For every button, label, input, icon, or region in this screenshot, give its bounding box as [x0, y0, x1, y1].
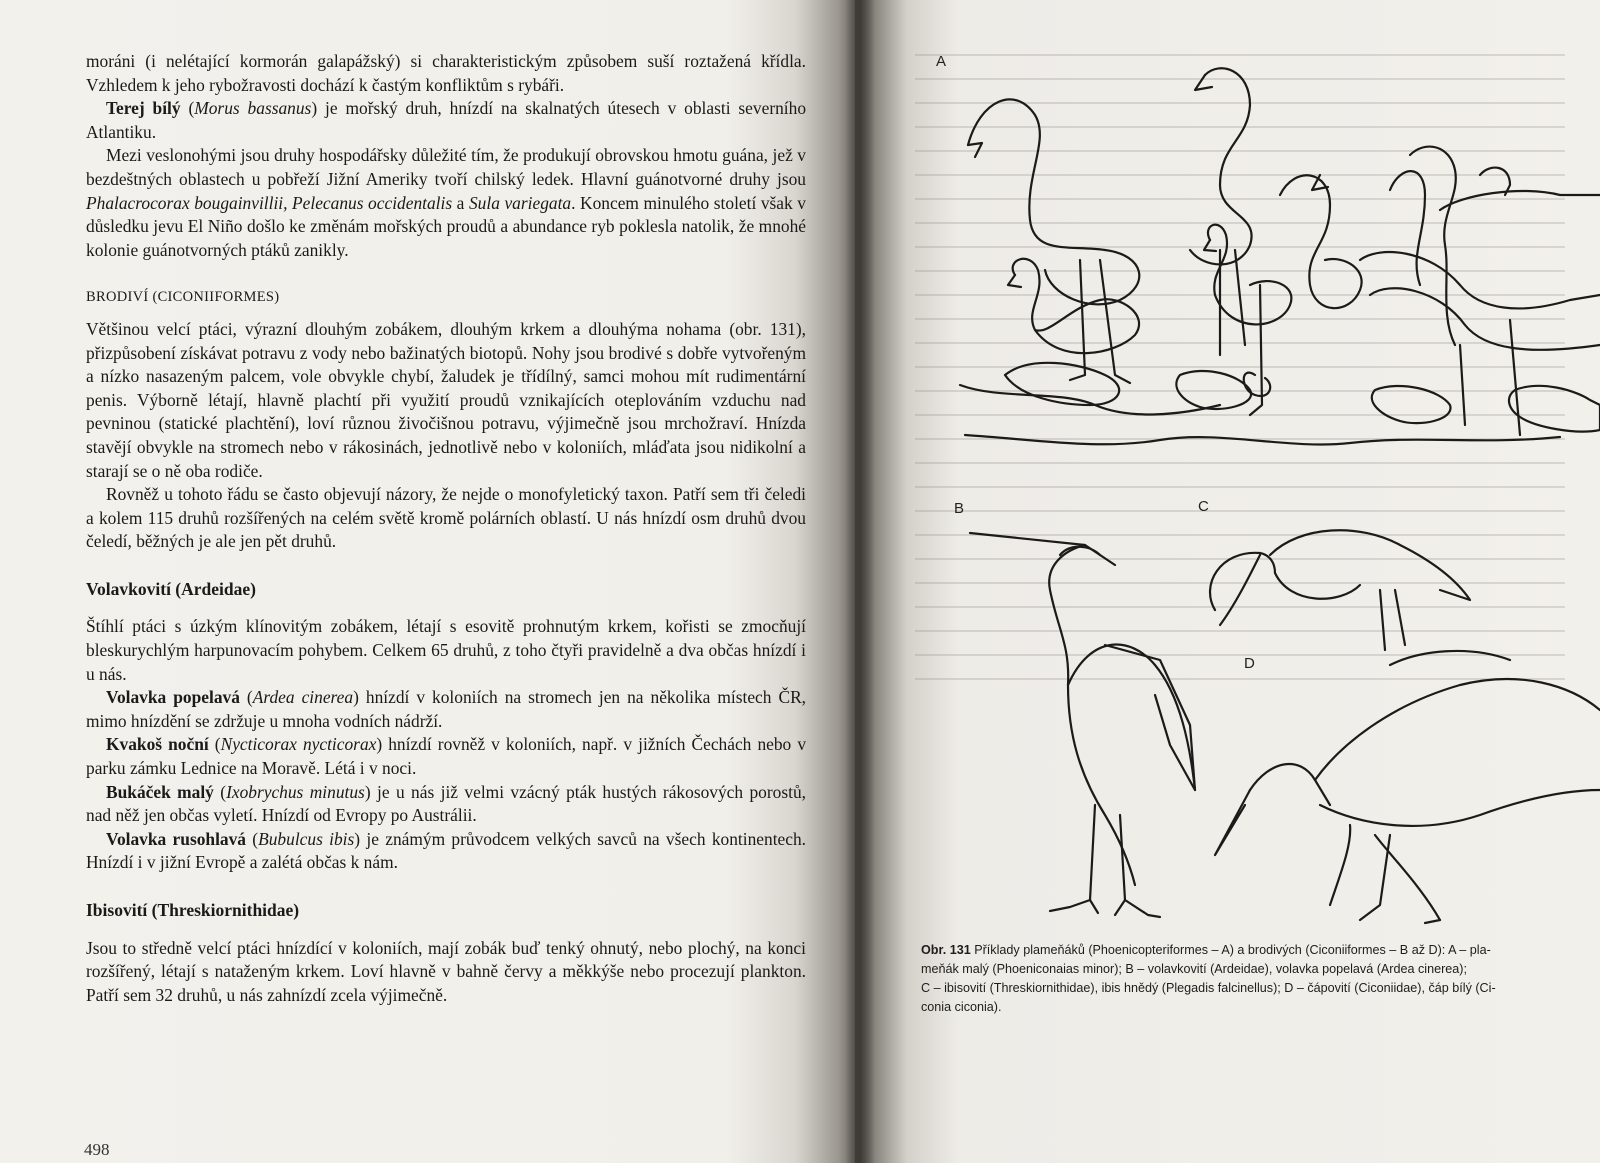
- paragraph: Jsou to středně velcí ptáci hnízdící v koloniích, mají zobák buď tenký ohnutý, nebo plochý, na konci rozšířený, létají s nataženým krkem. Loví hlavně v bahně červy a měkkýše nebo procezují plankton. Patří sem 32 druhů, u nás zahnízdí zcela výjimečně.: [86, 937, 806, 1005]
- paragraph: Mezi veslonohými jsou druhy hospodářsky důležité tím, že produkují obrovskou hmotu guána, jež v bezdeštných oblastech u pobřeží Jižní Ameriky tvoří chilský ledek. Hlavní guánotvorné druhy jsou Phalacrocorax bougainvillii, Pelecanus occidentalis a Sula variegata. Koncem minulého století však v důsledku jevu El Niño došlo ke změnám mořských proudů a abundance ryb poklesla natolik, že mnohé kolonie guánotvorných ptáků zanikly.: [86, 145, 806, 260]
- paragraph: Volavka popelavá (Ardea cinerea) hnízdí v koloniích na stromech jen na několika místech ČR, mimo hnízdění se zdržuje u mnoha vodních nádrží.: [86, 687, 807, 731]
- paragraph: Kvakoš noční (Nycticorax nycticorax) hnízdí rovněž v koloniích, např. v jižních Čechách nebo v parku zámku Lednice na Moravě. Létá i v noci.: [86, 734, 807, 779]
- caption-line: meňák malý (Phoeniconaias minor); B – volavkovití (Ardeidae), volavka popelavá (Ardea cinerea);: [921, 962, 1467, 976]
- ibis-illustration: [1210, 530, 1470, 650]
- species-term: Kvakoš noční: [106, 734, 209, 755]
- paragraph: Štíhlí ptáci s úzkým klínovitým zobákem, létají s esovitě prohnutým krkem, kořisti se zmocňují bleskurychlým harpunovacím pohybem. Celkem 65 druhů, z toho čtyři pravidelně a dva občas hnízdí i u nás.: [86, 616, 806, 684]
- section-heading: BRODIVÍ (CICONIIFORMES): [86, 289, 280, 306]
- species-term: Terej bílý: [106, 98, 181, 119]
- paragraph: moráni (i nelétající kormorán galapážský) si charakteristickým způsobem suší roztažená křídla. Vzhledem k jeho rybožravosti dochází k častým konfliktům s rybáři.: [86, 51, 806, 95]
- caption-line: Obr. 131 Příklady plameňáků (Phoenicopteriformes – A) a brodivých (Ciconiiformes – B až D): A – pla-: [921, 943, 1491, 957]
- book-gutter: [845, 0, 875, 1163]
- bird-illustration: [920, 45, 1600, 935]
- figure-label-a: A: [936, 53, 947, 70]
- paragraph: Bukáček malý (Ixobrychus minutus) je u nás již velmi vzácný pták hustých rákosových porostů, nad něž jen občas vyletí. Hnízdí od Evropy po Austrálii.: [86, 781, 807, 826]
- figure-label-b: B: [954, 500, 965, 517]
- species-term: Bukáček malý: [106, 781, 214, 802]
- figure-label-d: D: [1244, 655, 1255, 672]
- paragraph: Většinou velcí ptáci, výrazní dlouhým zobákem, dlouhým krkem a dlouhýma nohama (obr. 131), přizpůsobení získávat potravu z vody nebo bažinatých biotopů. Nohy jsou brodivé s dobře vytvořeným a nízko nasazeným palcem, vole obvykle chybí, žaludek je třídílný, samci mohou mít rudimentární penis. Výborně létají, hlavně plachtí při využití proudů vznikajících oteplováním vzduchu nad pevninou (statické plachtění), loví různou živočišnou potravu, výjimečně jsou mrchožraví. Hnízda stavějí obvykle na stromech nebo v rákosinách, jednotlivě nebo v koloniích, mláďata jsou nidikolní a starají se o ně oba rodiče.: [86, 318, 806, 481]
- figure-131: [920, 45, 1600, 935]
- stork-illustration: [1215, 651, 1600, 923]
- caption-line: conia ciconia).: [921, 1000, 1002, 1014]
- latin-name: Sula variegata: [468, 192, 572, 213]
- subsection-heading: Volavkovití (Ardeidae): [86, 578, 256, 599]
- paragraph: Volavka rusohlavá (Bubulcus ibis) je známým průvodcem velkých savců na všech kontinentech. Hnízdí i v jižní Evropě a zalétá občas k nám.: [86, 828, 807, 873]
- paragraph: Terej bílý (Morus bassanus) je mořský druh, hnízdí na skalnatých útesech v oblasti severního Atlantiku.: [86, 98, 807, 142]
- left-text-column: [86, 50, 806, 1007]
- figure-label-c: C: [1198, 498, 1209, 515]
- latin-name: Bubulcus ibis: [258, 828, 355, 849]
- flamingo-illustration: [960, 68, 1600, 444]
- paragraph: Rovněž u tohoto řádu se často objevují názory, že nejde o monofyletický taxon. Patří sem tři čeledi a kolem 115 druhů rozšířených na celém světě kromě polárních oblastí. U nás hnízdí osm druhů dvou čeledí, běžných je ale jen pět druhů.: [86, 484, 806, 552]
- latin-name: Phalacrocorax bougainvillii, Pelecanus occidentalis: [86, 192, 453, 213]
- species-term: Volavka popelavá: [106, 687, 240, 708]
- latin-name: Morus bassanus: [194, 98, 312, 119]
- heron-illustration: [970, 533, 1195, 917]
- caption-line: C – ibisovití (Threskiornithidae), ibis hnědý (Plegadis falcinellus); D – čápovití (Ciconiidae), čáp bílý (Ci-: [921, 981, 1496, 995]
- figure-caption: [921, 941, 1600, 1017]
- latin-name: Ixobrychus minutus: [226, 781, 365, 802]
- species-term: Volavka rusohlavá: [106, 828, 246, 849]
- page-number: 498: [84, 1140, 110, 1159]
- subsection-heading: Ibisovití (Threskiornithidae): [86, 900, 300, 920]
- latin-name: Ardea cinerea: [252, 687, 354, 708]
- latin-name: Nycticorax nycticorax: [220, 734, 377, 755]
